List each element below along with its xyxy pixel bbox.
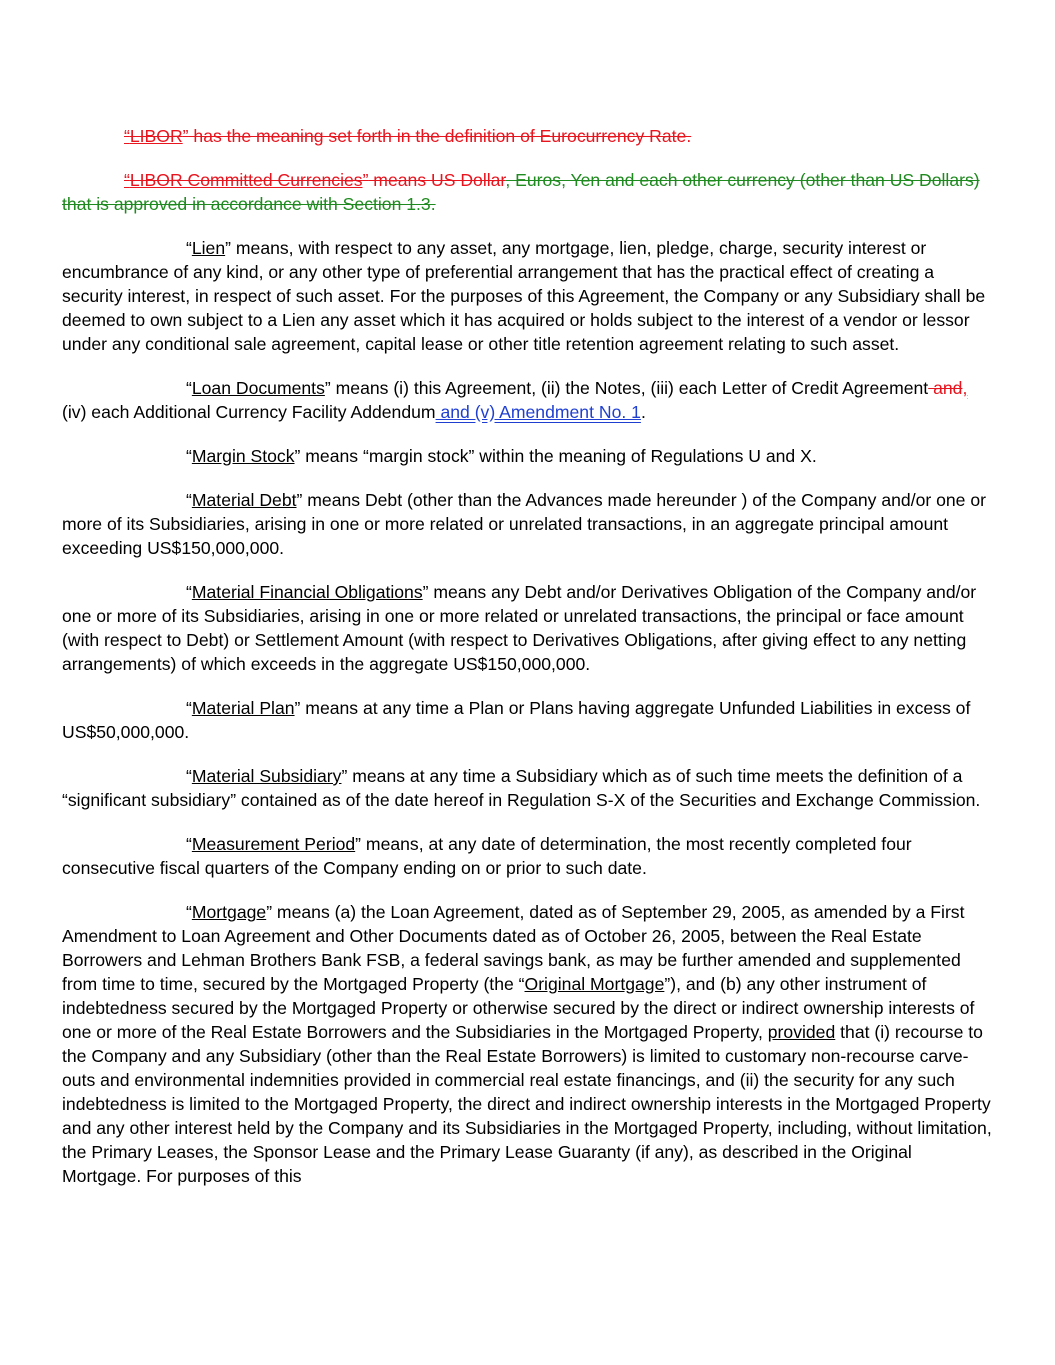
mortgage-text-2: ”), and (b) any other instrument of indebtedness secured by the Mortgaged Property or otherwise secured by the direct or indirect ownership interests of one or more of the Real Estate Borrowers and the Subsidiaries in the Mortgaged Property,	[62, 974, 975, 1042]
definition-material-subsidiary	[62, 764, 995, 812]
lien-term: Lien	[191, 238, 226, 258]
material-financial-obligations-open-quote: “	[186, 582, 192, 602]
lien-text: ” means, with respect to any asset, any mortgage, lien, pledge, charge, security interest or encumbrance of any kind, or any other type of preferential arrangement that has the practical effect of creating a security interest, in respect of such asset. For the purposes of this Agreement, the Company or any Subsidiary shall be deemed to own subject to a Lien any asset which it has acquired or holds subject to the interest of a vendor or lessor under any conditional sale agreement, capital lease or other title retention agreement relating to such asset.	[62, 238, 986, 354]
measurement-period-open-quote: “	[186, 834, 192, 854]
definition-material-plan	[62, 696, 995, 744]
material-debt-term: Material Debt	[191, 490, 297, 510]
libor-text: has the meaning set forth in the definition of Eurocurrency Rate.	[188, 126, 692, 146]
loan-documents-inserted-amendment: and (v) Amendment No. 1	[435, 402, 641, 422]
loan-documents-term: Loan Documents	[191, 378, 325, 398]
definition-lien	[62, 236, 995, 356]
material-debt-text: ” means Debt (other than the Advances made hereunder ) of the Company and/or one or more of its Subsidiaries, arising in one or more related or unrelated transactions, in an aggregate principal amount exceeding US$150,000,000.	[62, 490, 986, 558]
material-subsidiary-text: ” means at any time a Subsidiary which as of such time meets the definition of a “significant subsidiary” contained as of the date hereof in Regulation S-X of the Securities and Exchange Commission.	[62, 766, 981, 810]
mortgage-term: Mortgage	[191, 902, 267, 922]
definition-margin-stock	[62, 444, 995, 468]
definition-loan-documents	[62, 376, 995, 424]
loan-documents-text-2: (iv) each Additional Currency Facility Addendum	[62, 402, 436, 422]
loan-documents-open-quote: “	[186, 378, 192, 398]
material-subsidiary-open-quote: “	[186, 766, 192, 786]
material-debt-open-quote: “	[186, 490, 192, 510]
material-plan-text: ” means at any time a Plan or Plans having aggregate Unfunded Liabilities in excess of US$50,000,000.	[62, 698, 971, 742]
lien-open-quote: “	[186, 238, 192, 258]
mortgage-open-quote: “	[186, 902, 192, 922]
loan-documents-deleted-and: and	[928, 378, 963, 398]
libor-committed-deleted-text: means US Dollar	[368, 170, 506, 190]
material-financial-obligations-text: ” means any Debt and/or Derivatives Obligation of the Company and/or one or more of its Subsidiaries, arising in one or more related or unrelated transactions, the principal or face amount (with respect to Debt) or Settlement Amount (with respect to Derivatives Obligations, after giving effect to any netting arrangements) of which exceeds in the aggregate US$150,000,000.	[62, 582, 977, 674]
measurement-period-term: Measurement Period	[191, 834, 356, 854]
definition-libor	[62, 124, 995, 148]
material-plan-term: Material Plan	[191, 698, 295, 718]
mortgage-text-3: that (i) recourse to the Company and any Subsidiary (other than the Real Estate Borrowers) is limited to customary non-recourse carve-outs and environmental indemnities provided in commercial real estate financings, and (ii) the security for any such indebtedness is limited to the Mortgaged Property, the direct and indirect ownership interests in the Mortgaged Property and any other interest held by the Company and its Subsidiaries in the Mortgaged Property, including, without limitation, the Primary Leases, the Sponsor Lease and the Primary Lease Guaranty (if any), as described in the Original Mortgage. For purposes of this	[62, 1022, 992, 1186]
mortgage-text-1: ” means (a) the Loan Agreement, dated as of September 29, 2005, as amended by a First Amendment to Loan Agreement and Other Documents dated as of October 26, 2005, between the Real Estate Borrowers and Lehman Brothers Bank FSB, a federal savings bank, as may be further amended and supplemented from time to time, secured by the Mortgaged Property (the “	[62, 902, 965, 994]
libor-committed-open-quote: “	[124, 170, 130, 190]
definition-mortgage	[62, 900, 995, 1188]
definition-material-debt	[62, 488, 995, 560]
provided-term: provided	[767, 1022, 836, 1042]
margin-stock-open-quote: “	[186, 446, 192, 466]
libor-committed-moved-text: , Euros, Yen and each other currency (other than US Dollars) that is approved in accordance with Section 1.3.	[62, 170, 980, 214]
measurement-period-text: ” means, at any date of determination, the most recently completed four consecutive fiscal quarters of the Company ending on or prior to such date.	[62, 834, 912, 878]
libor-committed-close-quote: ”	[362, 170, 369, 190]
loan-documents-period: .	[640, 402, 646, 422]
original-mortgage-term: Original Mortgage	[524, 974, 665, 994]
libor-close-quote: ”	[182, 126, 189, 146]
loan-documents-inserted-comma: ,	[962, 378, 968, 398]
margin-stock-term: Margin Stock	[191, 446, 295, 466]
definition-material-financial-obligations	[62, 580, 995, 676]
definition-libor-committed-currencies	[62, 168, 995, 216]
libor-open-quote: “	[124, 126, 130, 146]
material-plan-open-quote: “	[186, 698, 192, 718]
material-financial-obligations-term: Material Financial Obligations	[191, 582, 423, 602]
loan-documents-text-1: ” means (i) this Agreement, (ii) the Notes, (iii) each Letter of Credit Agreement	[324, 378, 929, 398]
material-subsidiary-term: Material Subsidiary	[191, 766, 342, 786]
libor-committed-term: LIBOR Committed Currencies	[129, 170, 363, 190]
libor-term: LIBOR	[129, 126, 183, 146]
definition-measurement-period	[62, 832, 995, 880]
margin-stock-text: ” means “margin stock” within the meaning of Regulations U and X.	[294, 446, 817, 466]
